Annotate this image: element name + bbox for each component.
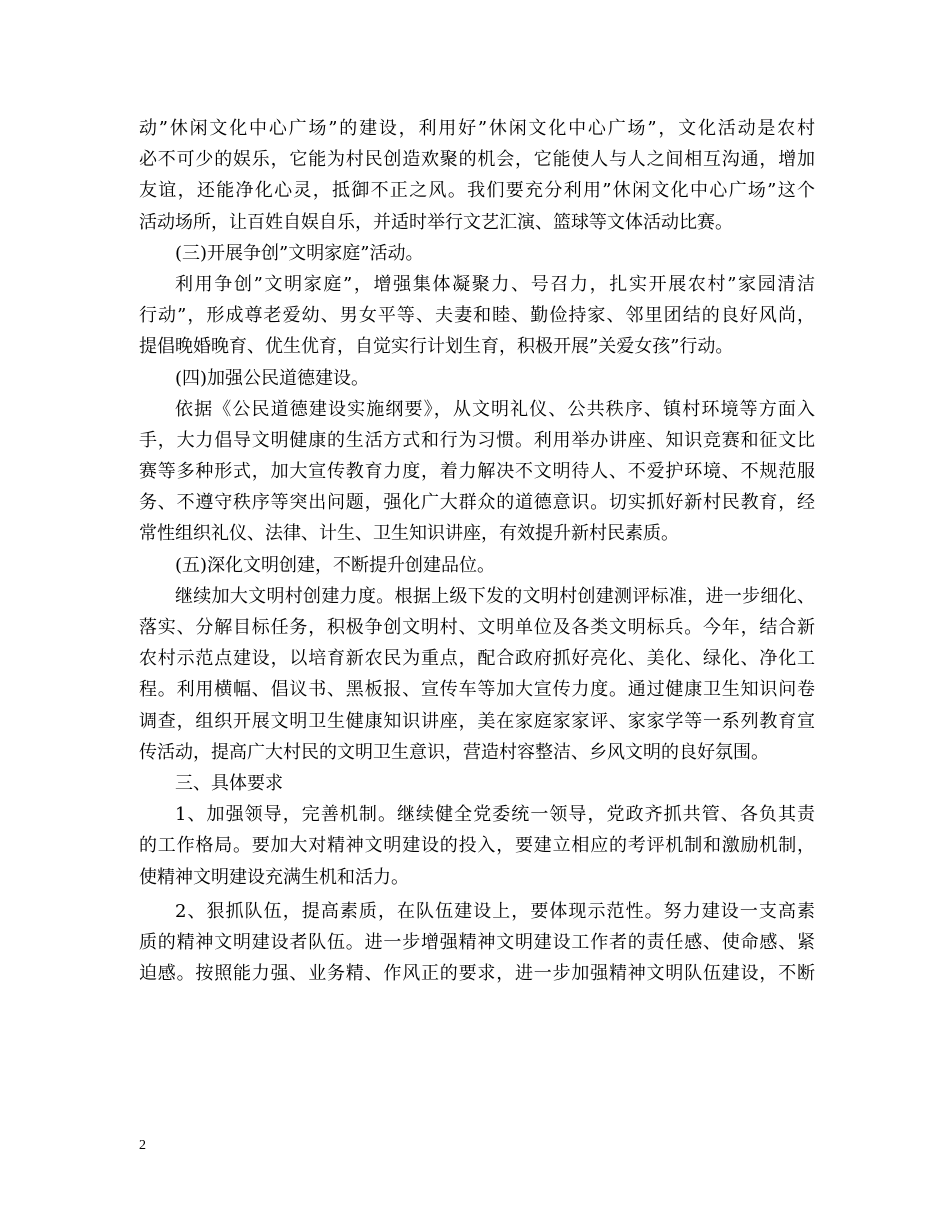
text-line: 行动”，形成尊老爱幼、男女平等、夫妻和睦、勤俭持家、邻里团结的良好风尚， bbox=[139, 305, 815, 327]
text-line: 程。利用横幅、倡议书、黑板报、宣传车等加大宣传力度。通过健康卫生知识问卷 bbox=[139, 679, 815, 701]
text-line: (五)深化文明创建，不断提升创建品位。 bbox=[175, 554, 496, 576]
text-line: 的工作格局。要加大对精神文明建设的投入，要建立相应的考评机制和激励机制， bbox=[139, 835, 815, 857]
text-line: (四)加强公民道德建设。 bbox=[175, 367, 370, 389]
page-number: 2 bbox=[139, 1138, 146, 1153]
body-text bbox=[139, 113, 815, 989]
text-line: 手，大力倡导文明健康的生活方式和行为习惯。利用举办讲座、知识竞赛和征文比 bbox=[139, 429, 815, 451]
text-line: 使精神文明建设充满生机和活力。 bbox=[139, 866, 409, 888]
text-line: 继续加大文明村创建力度。根据上级下发的文明村创建测评标准，进一步细化、 bbox=[175, 585, 815, 607]
text-line: 依据《公民道德建设实施纲要》，从文明礼仪、公共秩序、镇村环境等方面入 bbox=[175, 398, 815, 420]
text-line: (三)开展争创”文明家庭”活动。 bbox=[175, 242, 424, 264]
text-line: 1、加强领导，完善机制。继续健全党委统一领导，党政齐抓共管、各负其责 bbox=[175, 804, 815, 826]
text-line: 提倡晚婚晚育、优生优育，自觉实行计划生育，积极开展”关爱女孩”行动。 bbox=[139, 336, 734, 358]
text-line: 传活动，提高广大村民的文明卫生意识，营造村容整洁、乡风文明的良好氛围。 bbox=[139, 741, 769, 763]
text-line: 质的精神文明建设者队伍。进一步增强精神文明建设工作者的责任感、使命感、紧 bbox=[139, 931, 815, 953]
text-line: 农村示范点建设，以培育新农民为重点，配合政府抓好亮化、美化、绿化、净化工 bbox=[139, 648, 815, 670]
text-line: 必不可少的娱乐，它能为村民创造欢聚的机会，它能使人与人之间相互沟通，增加 bbox=[139, 149, 815, 171]
text-line: 动”休闲文化中心广场”的建设，利用好”休闲文化中心广场”，文化活动是农村 bbox=[139, 118, 815, 139]
text-line: 赛等多种形式，加大宣传教育力度，着力解决不文明待人、不爱护环境、不规范服 bbox=[139, 461, 815, 483]
text-line: 活动场所，让百姓自娱自乐，并适时举行文艺汇演、篮球等文体活动比赛。 bbox=[139, 211, 733, 233]
text-line: 利用争创”文明家庭”，增强集体凝聚力、号召力，扎实开展农村”家园清洁 bbox=[175, 273, 815, 295]
text-line: 常性组织礼仪、法律、计生、卫生知识讲座，有效提升新村民素质。 bbox=[139, 523, 679, 545]
text-line: 友谊，还能净化心灵，抵御不正之风。我们要充分利用”休闲文化中心广场”这个 bbox=[139, 180, 815, 202]
text-line: 落实、分解目标任务，积极争创文明村、文明单位及各类文明标兵。今年，结合新 bbox=[139, 617, 815, 638]
text-line: 2、狠抓队伍，提高素质，在队伍建设上，要体现示范性。努力建设一支高素 bbox=[175, 900, 815, 922]
text-line: 务、不遵守秩序等突出问题，强化广大群众的道德意识。切实抓好新村民教育，经 bbox=[139, 492, 815, 514]
text-line: 迫感。按照能力强、业务精、作风正的要求，进一步加强精神文明队伍建设，不断 bbox=[139, 963, 815, 985]
text-line: 调查，组织开展文明卫生健康知识讲座，美在家庭家家评、家家学等一系列教育宣 bbox=[139, 710, 815, 732]
text-line: 三、具体要求 bbox=[175, 772, 283, 794]
